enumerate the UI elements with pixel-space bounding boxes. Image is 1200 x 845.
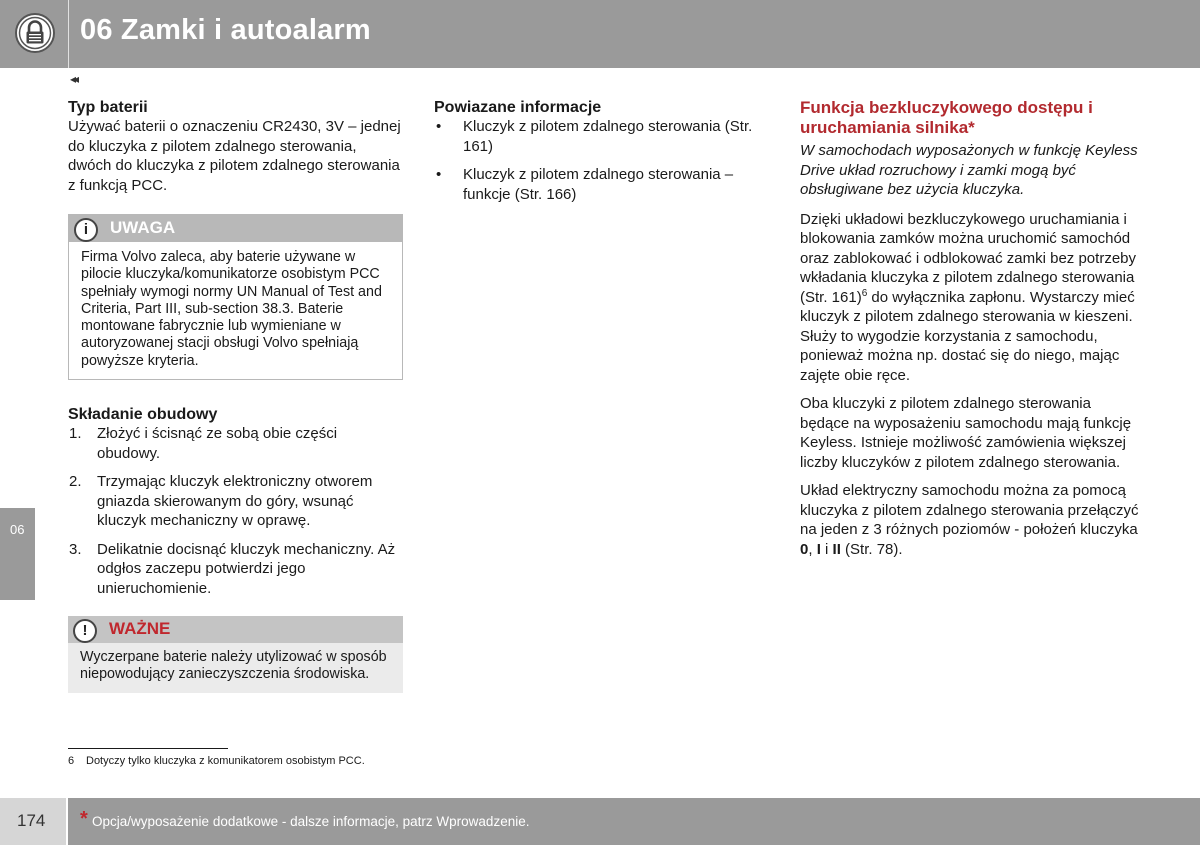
assembly-heading: Składanie obudowy [68,406,218,424]
chapter-tab-label: 06 [10,522,25,537]
column-middle [434,98,769,213]
paragraph-text: Układ elektryczny samochodu można za pomocą kluczyka z pilotem zdalnego sterowania przełączyć na jeden z 3 różnych poziomów - położeń kluczyka [800,482,1139,538]
bullet-icon: • [436,166,442,183]
paragraph-text: do wyłącznika zapłonu. Wystarczy mieć kluczyk z pilotem zdalnego sterowania w kieszeni. Służy to wygodzie korzystania z samochodu, ponieważ można np. dostać się do niego, mając zajęte obie ręce. [800,288,1135,384]
chapter-tab[interactable] [0,508,35,600]
step-text: Trzymając kluczyk elektroniczny otworem gniazda skierowanym do góry, wsunąć kluczyk mechaniczny w oprawę. [97,473,373,530]
list-item [68,540,403,599]
warning-icon: ! [73,619,97,643]
paragraph-text: Dzięki układowi bezkluczykowego uruchamiania i blokowania zamków można uruchomić samochód oraz zablokować i odblokować zamki bez potrzeby wkładania kluczyka z pilotem zdalnego sterowania (Str. 161) [800,210,1136,306]
related-link[interactable]: Kluczyk z pilotem zdalnego sterowania – funkcje (Str. 166) [463,166,734,203]
separator: i [820,540,833,558]
key-position: 0 [800,540,809,558]
footer-text: Opcja/wyposażenie dodatkowe - dalsze informacje, patrz Wprowadzenie. [92,814,530,829]
step-number: 1. [69,425,82,443]
asterisk-icon: * [80,808,88,830]
list-item [68,424,403,463]
key-position: I [816,540,821,558]
step-number: 3. [69,540,82,558]
related-link[interactable]: Kluczyk z pilotem zdalnego sterowania (Str. 161) [463,118,753,155]
paragraph-text: (Str. 78). [840,540,903,558]
important-callout [68,616,403,693]
list-item[interactable] [434,165,769,204]
important-callout-header [68,616,403,643]
key-position: II [832,540,841,558]
note-callout-header [69,215,402,242]
step-text: Delikatnie docisnąć kluczyk mechaniczny. Aż odgłos zaczepu potwierdzi jego unieruchomienie. [97,540,396,597]
list-item[interactable] [434,117,769,156]
battery-type-heading: Typ baterii [68,99,148,116]
footnote-divider [68,748,228,749]
bullet-icon: • [436,118,442,135]
note-label: UWAGA [110,218,176,237]
lock-icon [14,12,56,54]
separator: , [808,540,817,558]
header-divider [68,0,69,68]
footnote-text: Dotyczy tylko kluczyka z komunikatorem osobistym PCC. [86,755,365,767]
related-links [434,117,769,204]
assembly-steps [68,424,403,598]
section-title: Funkcja bezkluczykowego dostępu i uruchamiania silnika* [800,98,1093,137]
back-arrows-icon[interactable]: ◂◂ [70,72,77,86]
page-number-box [0,798,66,845]
footnote [68,755,365,767]
related-info-heading: Powiazane informacje [434,99,602,116]
paragraph [800,481,1140,559]
info-icon: i [74,218,98,242]
page-header [0,0,1200,68]
important-label: WAŻNE [109,619,171,639]
page-title: 06 Zamki i autoalarm [80,14,371,46]
page-footer [0,798,1200,845]
section-lead: W samochodach wyposażonych w funkcję Keyless Drive układ rozruchowy i zamki mogą być obsługiwane bez użycia kluczyka. [800,142,1138,198]
important-text: Wyczerpane baterie należy utylizować w sposób niepowodujący zanieczyszczenia środowiska. [80,649,387,683]
column-right [800,98,1140,568]
step-number: 2. [69,473,82,491]
footnote-number: 6 [68,755,75,767]
paragraph: Oba kluczyki z pilotem zdalnego sterowania będące na wyposażeniu samochodu mają funkcję Keyless. Istnieje możliwość zamówienia większej liczby kluczyków z pilotem zdalnego sterowania. [800,395,1132,471]
note-callout [68,214,403,380]
column-left [68,98,403,693]
footnote-ref[interactable]: 6 [861,287,868,299]
battery-type-text: Używać baterii o oznaczeniu CR2430, 3V – jednej do kluczyka z pilotem zdalnego sterowania, dwóch do kluczyka z pilotem zdalnego sterowania z funkcją PCC. [68,118,401,194]
note-text: Firma Volvo zaleca, aby baterie używane w pilocie kluczyka/komunikatorze osobistym PCC spełniały wymogi normy UN Manual of Test and Criteria, Part III, sub-section 38.3. Baterie montowane fabrycznie lub wymieniane w autoryzowanej stacji obsługi Volvo spełniają powyższe kryteria. [81,249,382,369]
list-item [68,472,403,531]
paragraph [800,210,1140,386]
page-number: 174 [17,811,46,830]
step-text: Złożyć i ścisnąć ze sobą obie części obudowy. [97,425,338,462]
